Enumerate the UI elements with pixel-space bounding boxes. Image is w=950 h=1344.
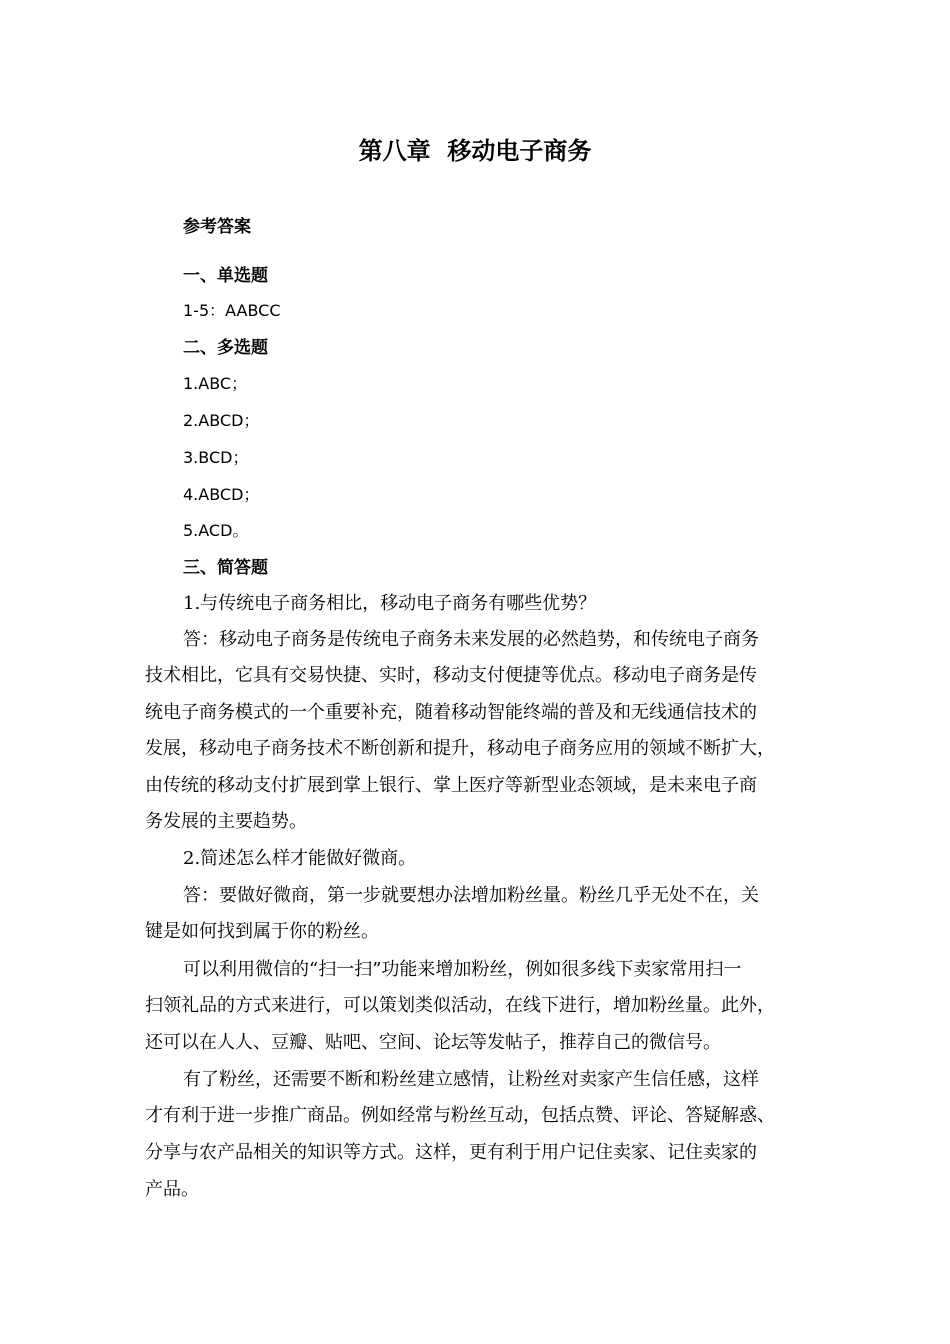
section-multiple-choice-heading: 二、多选题 <box>183 338 268 358</box>
answer-1-line: 答：移动电子商务是传统电子商务未来发展的必然趋势，和传统电子商务 <box>183 629 759 650</box>
answer-2-para3-line: 有了粉丝，还需要不断和粉丝建立感情，让粉丝对卖家产生信任感，这样 <box>183 1069 759 1090</box>
answer-1-line: 技术相比，它具有交易快捷、实时，移动支付便捷等优点。移动电子商务是传 <box>145 665 757 686</box>
section-single-choice-heading: 一、单选题 <box>183 266 268 286</box>
answer-1-line: 发展，移动电子商务技术不断创新和提升，移动电子商务应用的领域不断扩大， <box>145 738 775 759</box>
answer-2-para2-line: 可以利用微信的“扫一扫”功能来增加粉丝，例如很多线下卖家常用扫一 <box>183 959 742 980</box>
answer-2-para3-line: 产品。 <box>145 1179 199 1200</box>
multiple-choice-answer-3: 3.BCD； <box>183 448 249 467</box>
answer-1-line: 务发展的主要趋势。 <box>145 811 307 832</box>
single-choice-answer: 1-5：AABCC <box>183 301 281 320</box>
answer-2-para1-line: 答：要做好微商，第一步就要想办法增加粉丝量。粉丝几乎无处不在，关 <box>183 885 759 906</box>
page-title: 第八章 移动电子商务 <box>358 137 592 165</box>
answer-1-line: 由传统的移动支付扩展到掌上银行、掌上医疗等新型业态领域，是未来电子商 <box>145 775 757 796</box>
question-2: 2.简述怎么样才能做好微商。 <box>183 848 417 869</box>
answer-2-para2-line: 还可以在人人、豆瓣、贴吧、空间、论坛等发帖子，推荐自己的微信号。 <box>145 1032 721 1053</box>
multiple-choice-answer-2: 2.ABCD； <box>183 411 260 430</box>
reference-answer-heading: 参考答案 <box>183 217 251 237</box>
answer-1-line: 统电子商务模式的一个重要补充，随着移动智能终端的普及和无线通信技术的 <box>145 702 757 723</box>
answer-2-para3-line: 才有利于进一步推广商品。例如经常与粉丝互动，包括点赞、评论、答疑解惑、 <box>145 1105 775 1126</box>
answer-2-para2-line: 扫领礼品的方式来进行，可以策划类似活动，在线下进行，增加粉丝量。此外， <box>145 995 775 1016</box>
multiple-choice-answer-4: 4.ABCD； <box>183 485 260 504</box>
multiple-choice-answer-5: 5.ACD。 <box>183 521 249 540</box>
answer-2-para1-line: 键是如何找到属于你的粉丝。 <box>145 921 379 942</box>
section-short-answer-heading: 三、简答题 <box>183 558 268 578</box>
answer-2-para3-line: 分享与农产品相关的知识等方式。这样，更有利于用户记住卖家、记住卖家的 <box>145 1142 757 1163</box>
question-1: 1.与传统电子商务相比，移动电子商务有哪些优势？ <box>183 593 597 614</box>
multiple-choice-answer-1: 1.ABC； <box>183 374 248 393</box>
